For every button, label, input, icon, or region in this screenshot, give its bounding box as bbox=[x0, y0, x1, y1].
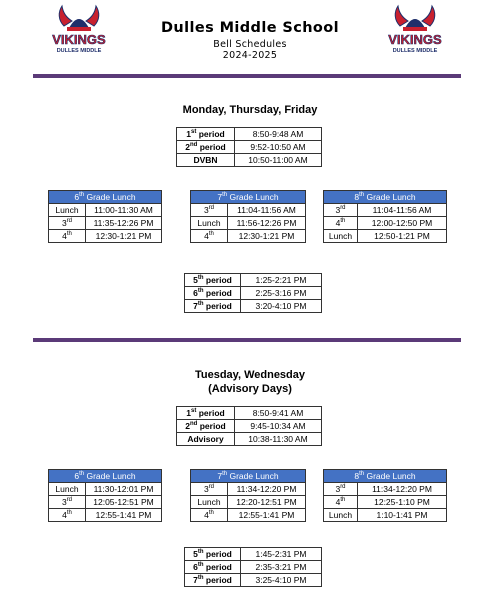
lunch-table-7th bbox=[190, 469, 306, 522]
period-label: 1st period bbox=[177, 128, 235, 141]
table-row: 3rd 11:04-11:56 AM bbox=[191, 204, 306, 217]
table-row: 3rd 11:04-11:56 AM bbox=[324, 204, 447, 217]
table-row: 4th 12:25-1:10 PM bbox=[324, 496, 447, 509]
lunch-table-6th bbox=[48, 469, 162, 522]
svg-text:VIKINGS: VIKINGS bbox=[52, 32, 106, 47]
table-row: Advisory 10:38-11:30 AM bbox=[177, 433, 322, 446]
table-row: 7th period 3:25-4:10 PM bbox=[185, 574, 322, 587]
period-time: 9:52-10:50 AM bbox=[235, 141, 322, 154]
table-row: 2nd period 9:45-10:34 AM bbox=[177, 420, 322, 433]
table-row: Lunch 1:10-1:41 PM bbox=[324, 509, 447, 522]
morning-periods-table bbox=[176, 406, 322, 446]
table-row: Lunch 12:20-12:51 PM bbox=[191, 496, 306, 509]
table-row: 4th 12:55-1:41 PM bbox=[49, 509, 162, 522]
period-label: DVBN bbox=[177, 154, 235, 167]
lunch-table-header: 6th Grade Lunch bbox=[49, 191, 162, 204]
svg-text:VIKINGS: VIKINGS bbox=[388, 32, 442, 47]
afternoon-periods-table bbox=[184, 547, 322, 587]
lunch-table-6th bbox=[48, 190, 162, 243]
table-row bbox=[177, 128, 322, 141]
lunch-table-8th bbox=[323, 469, 447, 522]
table-row: Lunch 11:00-11:30 AM bbox=[49, 204, 162, 217]
table-row: Lunch 12:50-1:21 PM bbox=[324, 230, 447, 243]
table-row: 1st period 8:50-9:41 AM bbox=[177, 407, 322, 420]
schedule-title: Monday, Thursday, Friday bbox=[182, 104, 318, 116]
table-row: 4th 12:30-1:21 PM bbox=[49, 230, 162, 243]
period-time: 10:50-11:00 AM bbox=[235, 154, 322, 167]
schedule-subtitle: (Advisory Days) bbox=[208, 383, 292, 395]
document-subtitle: Bell Schedules bbox=[213, 39, 287, 50]
period-label: 2nd period bbox=[177, 141, 235, 154]
table-row: 3rd 11:34-12:20 PM bbox=[191, 483, 306, 496]
svg-text:DULLES MIDDLE: DULLES MIDDLE bbox=[56, 48, 102, 54]
table-row: 5th period 1:45-2:31 PM bbox=[185, 548, 322, 561]
table-row: 5th period 1:25-2:21 PM bbox=[185, 274, 322, 287]
lunch-table-header: 8th Grade Lunch bbox=[324, 470, 447, 483]
lunch-table-header: 7th Grade Lunch bbox=[191, 191, 306, 204]
afternoon-periods-table bbox=[184, 273, 322, 313]
table-row: Lunch 11:30-12:01 PM bbox=[49, 483, 162, 496]
table-row: 4th 12:00-12:50 PM bbox=[324, 217, 447, 230]
school-year: 2024-2025 bbox=[222, 50, 278, 61]
table-row: 3rd 12:05-12:51 PM bbox=[49, 496, 162, 509]
table-row: 6th period 2:35-3:21 PM bbox=[185, 561, 322, 574]
lunch-table-8th bbox=[323, 190, 447, 243]
lunch-table-header: 6th Grade Lunch bbox=[49, 470, 162, 483]
table-row bbox=[177, 141, 322, 154]
divider-middle bbox=[33, 338, 461, 342]
table-row: 3rd 11:35-12:26 PM bbox=[49, 217, 162, 230]
lunch-table-7th bbox=[190, 190, 306, 243]
table-row: 4th 12:55-1:41 PM bbox=[191, 509, 306, 522]
schedule-title: Tuesday, Wednesday bbox=[194, 369, 306, 381]
table-row: 6th period 2:25-3:16 PM bbox=[185, 287, 322, 300]
lunch-table-header: 8th Grade Lunch bbox=[324, 191, 447, 204]
table-row: 7th period 3:20-4:10 PM bbox=[185, 300, 322, 313]
table-row: 4th 12:30-1:21 PM bbox=[191, 230, 306, 243]
svg-text:DULLES MIDDLE: DULLES MIDDLE bbox=[392, 48, 438, 54]
table-row bbox=[177, 154, 322, 167]
lunch-table-header: 7th Grade Lunch bbox=[191, 470, 306, 483]
period-time: 8:50-9:48 AM bbox=[235, 128, 322, 141]
school-name: Dulles Middle School bbox=[160, 20, 340, 36]
table-row: Lunch 11:56-12:26 PM bbox=[191, 217, 306, 230]
table-row: 3rd 11:34-12:20 PM bbox=[324, 483, 447, 496]
morning-periods-table bbox=[176, 127, 322, 167]
divider-top bbox=[33, 74, 461, 78]
